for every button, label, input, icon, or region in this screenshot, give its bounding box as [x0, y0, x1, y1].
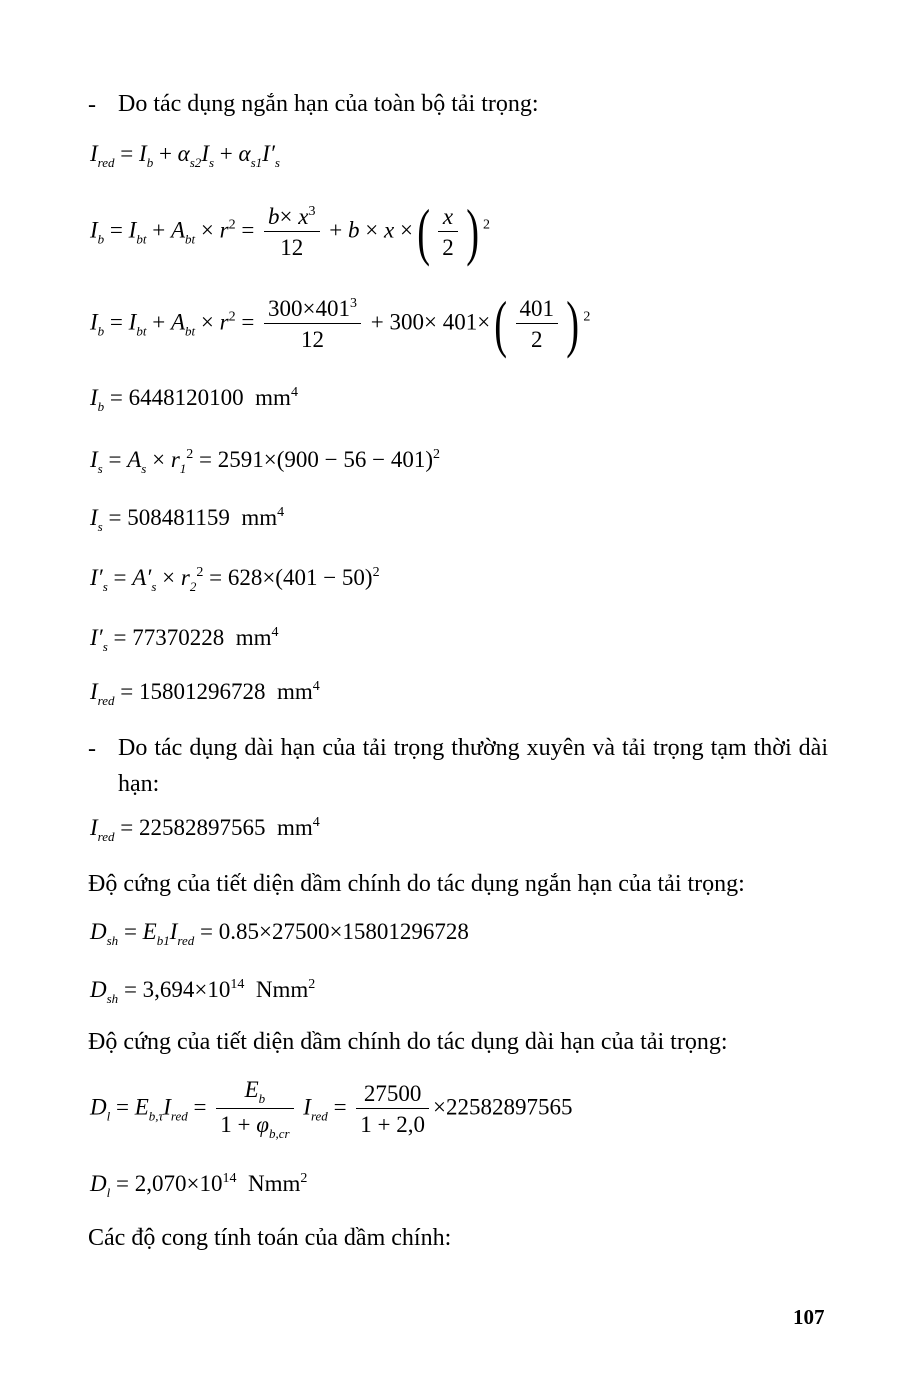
equation-dsh-value: $D_{sh} = 3,694\times 10^{14}$ Nmm$^2$ — [90, 977, 316, 1006]
bullet-text-short-term: Do tác dụng ngắn hạn của toàn bộ tải trọng: — [118, 91, 539, 117]
bullet-mark: - — [88, 92, 96, 118]
bullet-mark: - — [88, 736, 96, 762]
equation-ib-numeric: $I_b = I_{bt} + A_{bt} \times r^2$ = $\frac{300\times 401^3}{12}$ + 300× 401×( $\frac{401}{2}$ ) $^2$ — [90, 288, 591, 359]
equation-ired-long-value: $I_{red} = 22582897565$ $mm^4$ — [90, 815, 320, 844]
bullet-text-long-term: Do tác dụng dài hạn của tải trọng thường xuyên và tải trọng tạm thời dài hạn: — [118, 735, 828, 797]
equation-ib-general: $I_b = I_{bt} + A_{bt} \times r^2$ = $\frac{b\times x^3}{12}$ + b × x ×( $\frac{x}{2}$ ) $^2$ — [90, 196, 491, 267]
equation-is-value: $I_s = 508481159$ $mm^4$ — [90, 505, 285, 534]
equation-dl-value: $D_l = 2,070\times 10^{14}$ Nmm$^2$ — [90, 1171, 308, 1200]
equation-is-prime-numeric: $I'_s = A'_s \times r_2^2 = 628\times(401 - 50)^2$ — [90, 565, 380, 594]
equation-ired-value: $I_{red} = 15801296728$ $mm^4$ — [90, 679, 320, 708]
equation-is-prime-value: $I'_s = 77370228$ $mm^4$ — [90, 625, 279, 654]
paragraph-long-term-stiffness: Độ cứng của tiết diện dầm chính do tác dụng dài hạn của tải trọng: — [88, 1029, 728, 1055]
equation-is-numeric: $I_s = A_s \times r_1^2 = 2591\times(900 - 56 - 401)^2$ — [90, 447, 440, 476]
paragraph-curvatures: Các độ cong tính toán của dầm chính: — [88, 1225, 452, 1251]
equation-dl-numeric: $D_l = E_{b,\tau}I_{red}$ = $\frac{E_b}{1 + \varphi_{b,cr}}$ $I_{red}$ = $\frac{27500}{1 + 2,0}$ ×22582897565 — [90, 1077, 573, 1141]
equation-ib-value: $I_b = 6448120100$ $mm^4$ — [90, 385, 298, 414]
paragraph-short-term-stiffness: Độ cứng của tiết diện dầm chính do tác dụng ngắn hạn của tải trọng: — [88, 871, 745, 897]
equation-dsh-numeric: $D_{sh} = E_{b1}I_{red} = 0.85\times 27500\times 15801296728$ — [90, 919, 469, 948]
equation-ired-general: $I_{red} = I_b + \alpha_{s2}I_s + \alpha_{s1}I'_s$ — [90, 141, 280, 170]
page-number: 107 — [793, 1305, 825, 1329]
